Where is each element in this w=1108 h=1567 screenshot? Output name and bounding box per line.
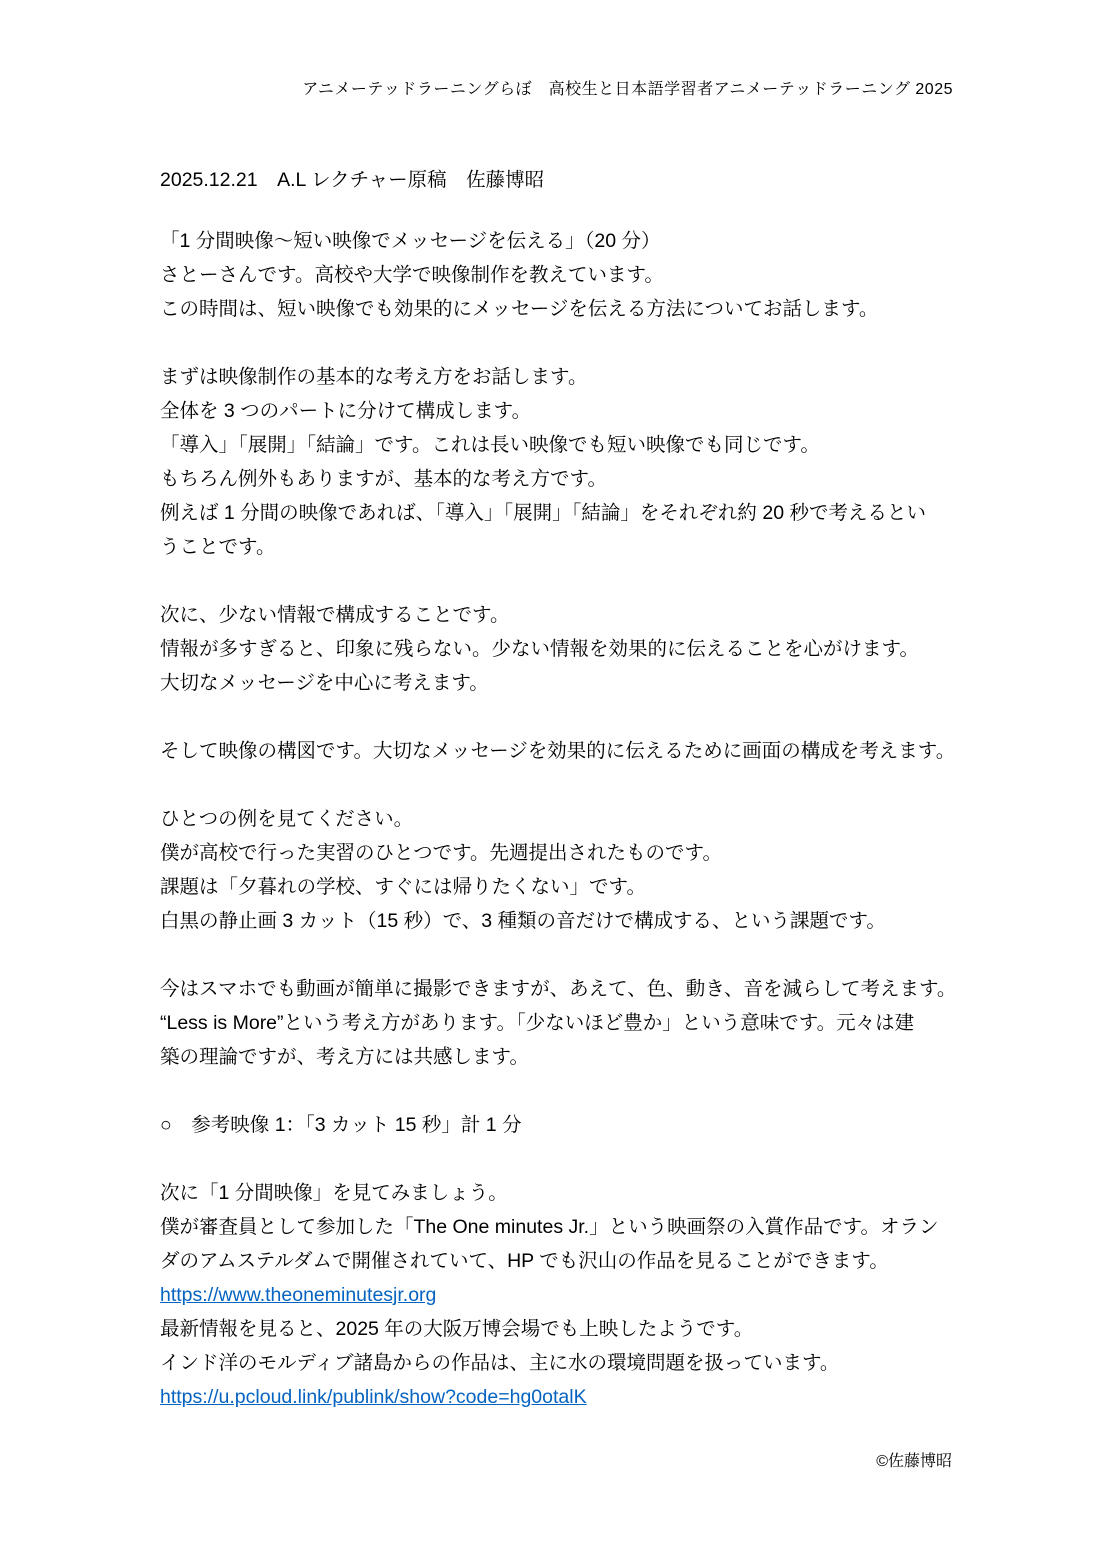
text-line: ○ 参考映像 1：「3 カット 15 秒」計 1 分: [160, 1114, 522, 1136]
text-line: もちろん例外もありますが、基本的な考え方です。: [160, 468, 607, 490]
text-line: そして映像の構図です。大切なメッセージを効果的に伝えるために画面の構成を考えます。: [160, 740, 956, 762]
paragraph: [160, 802, 970, 938]
text-line: さとーさんです。高校や大学で映像制作を教えています。: [160, 264, 664, 286]
text-line: 白黒の静止画 3 カット（15 秒）で、3 種類の音だけで構成する、という課題です。: [160, 910, 886, 932]
paragraph: [160, 598, 970, 700]
date-line: 2025.12.21 A.L レクチャー原稿 佐藤博昭: [160, 169, 545, 191]
text-line: 築の理論ですが、考え方には共感します。: [160, 1046, 529, 1068]
text-line: 例えば 1 分間の映像であれば、「導入」「展開」「結論」をそれぞれ約 20 秒で考えるとい: [160, 502, 926, 524]
paragraph: [160, 734, 970, 768]
paragraph: [160, 360, 970, 564]
text-line: [160, 1380, 970, 1414]
text-line: ダのアムステルダムで開催されていて、HP でも沢山の作品を見ることができます。: [160, 1250, 889, 1272]
text-line: “Less is More”という考え方があります。「少ないほど豊か」という意味です。元々は建: [160, 1012, 915, 1034]
text-line: 今はスマホでも動画が簡単に撮影できますが、あえて、色、動き、音を減らして考えます。: [160, 978, 957, 1000]
text-line: 課題は「夕暮れの学校、すぐには帰りたくない」です。: [160, 876, 646, 898]
text-line: 全体を 3 つのパートに分けて構成します。: [160, 400, 532, 422]
hyperlink[interactable]: https://u.pcloud.link/publink/show?code=hg0otalK: [160, 1386, 587, 1408]
text-line: まずは映像制作の基本的な考え方をお話します。: [160, 366, 588, 388]
text-line: 情報が多すぎると、印象に残らない。少ない情報を効果的に伝えることを心がけます。: [160, 638, 919, 660]
paragraph: [160, 972, 970, 1074]
text-line: インド洋のモルディブ諸島からの作品は、主に水の環境問題を扱っています。: [160, 1352, 840, 1374]
text-line: 大切なメッセージを中心に考えます。: [160, 672, 489, 694]
copyright: ©佐藤博昭: [876, 1453, 952, 1470]
text-line: 「1 分間映像～短い映像でメッセージを伝える」（20 分）: [160, 230, 661, 252]
paragraph: [160, 224, 970, 326]
text-line: 「導入」「展開」「結論」です。これは長い映像でも短い映像でも同じです。: [160, 434, 820, 456]
document-content: [160, 224, 970, 1448]
text-line: [160, 1278, 970, 1312]
text-line: うことです。: [160, 536, 276, 558]
text-line: 僕が高校で行った実習のひとつです。先週提出されたものです。: [160, 842, 722, 864]
text-line: 僕が審査員として参加した「The One minutes Jr.」という映画祭の入賞作品です。オラン: [160, 1216, 939, 1238]
text-line: 次に、少ない情報で構成することです。: [160, 604, 510, 626]
text-line: 最新情報を見ると、2025 年の大阪万博会場でも上映したようです。: [160, 1318, 754, 1340]
page-header: アニメーテッドラーニングらぼ 高校生と日本語学習者アニメーテッドラーニング 2025: [302, 81, 953, 98]
text-line: この時間は、短い映像でも効果的にメッセージを伝える方法についてお話します。: [160, 298, 879, 320]
text-line: ひとつの例を見てください。: [160, 808, 414, 830]
paragraph: [160, 1176, 970, 1414]
text-line: 次に「1 分間映像」を見てみましょう。: [160, 1182, 508, 1204]
paragraph: [160, 1108, 970, 1142]
hyperlink[interactable]: https://www.theoneminutesjr.org: [160, 1284, 437, 1306]
